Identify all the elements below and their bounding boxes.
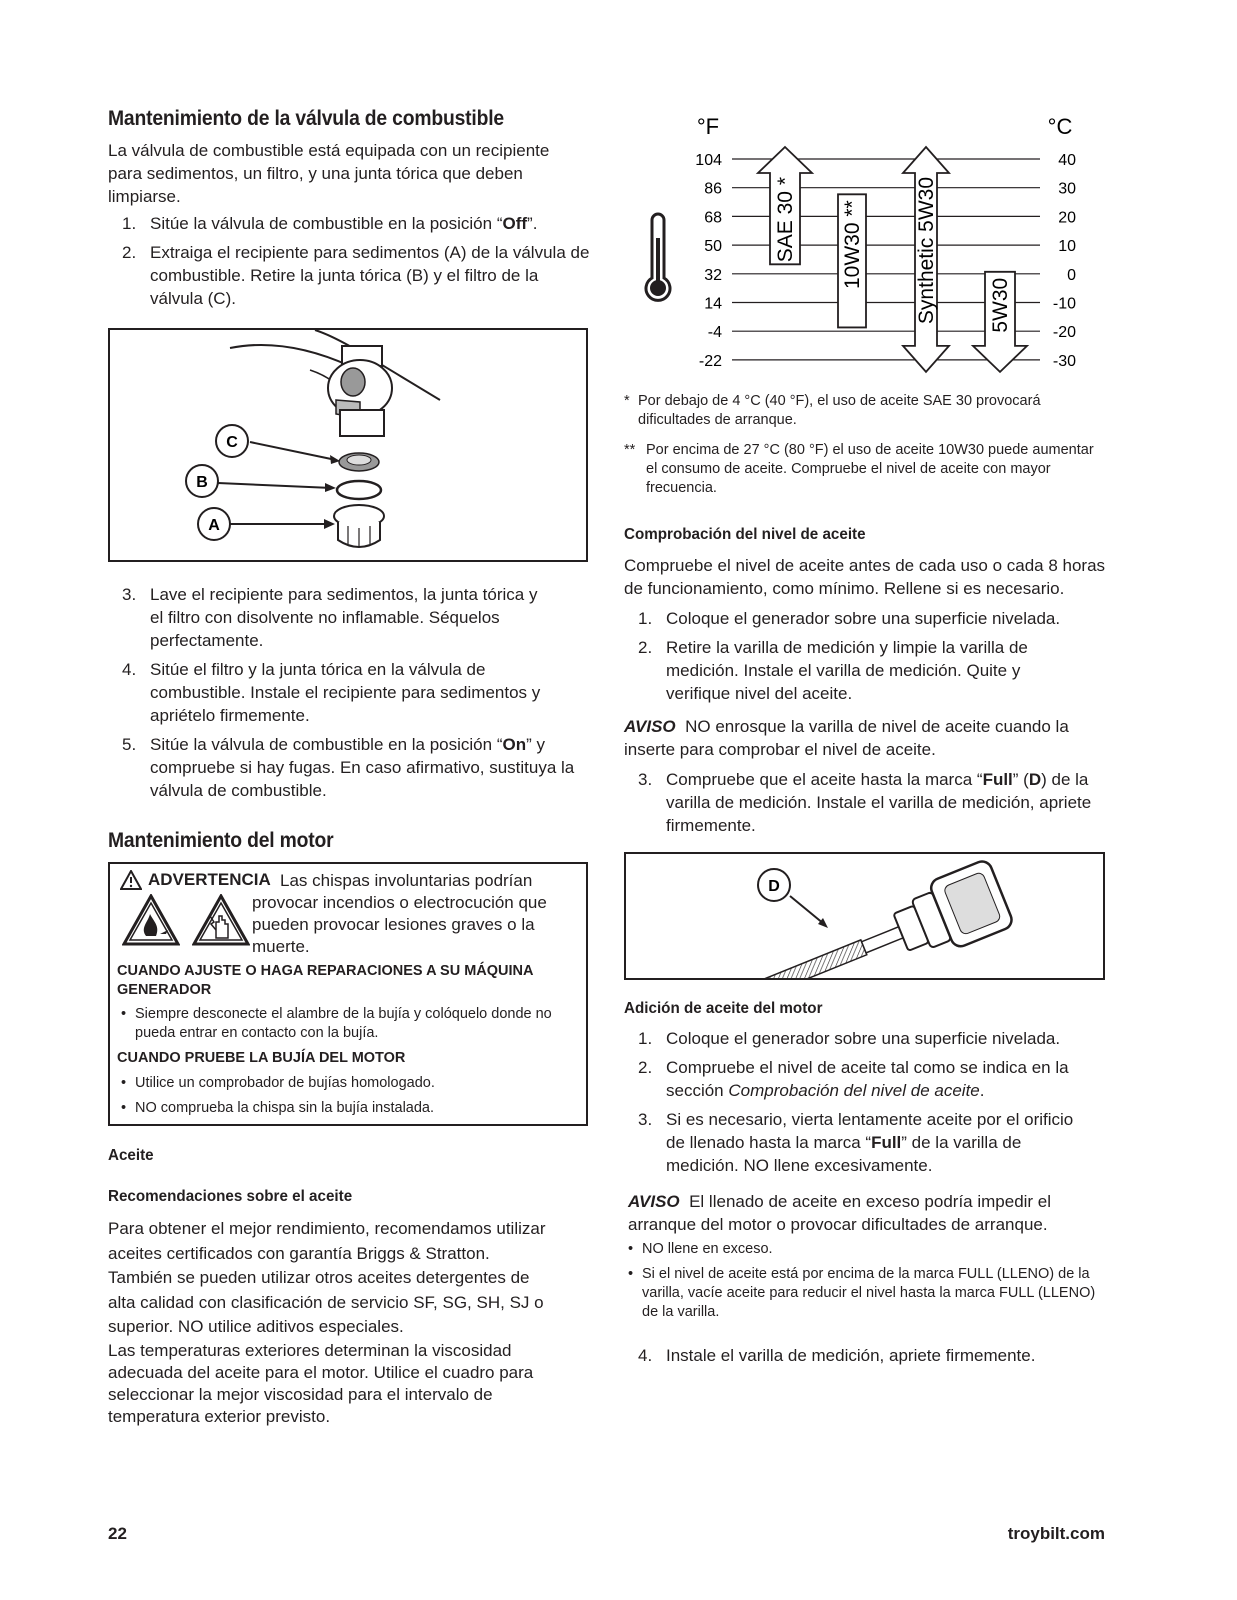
- warning-bullets-1: [117, 1005, 577, 1043]
- list-item: 2. Extraiga el recipiente para sedimentos (A) de la válvula de combustible. Retire la junta tórica (B) y el filtro de la válvula (C).: [122, 243, 590, 308]
- callout-b-label: B: [196, 474, 208, 491]
- fire-hazard-icon: [122, 894, 180, 946]
- list-item: 3. Si es necesario, vierta lentamente aceite por el orificio de llenado hasta la marca “Full” de la varilla de medición. NO llene excesivamente.: [638, 1110, 1074, 1175]
- fuel-valve-intro: La válvula de combustible está equipada con un recipiente para sedimentos, un filtro, y una junta tórica que deben limpiarse.: [108, 141, 550, 206]
- tick-c: 20: [1058, 209, 1076, 227]
- check-oil-text: Compruebe el nivel de aceite antes de cada uso o cada 8 horas de funcionamiento, como mínimo. Rellene si es necesario.: [624, 556, 1106, 598]
- notice-1: AVISO NO enrosque la varilla de nivel de aceite cuando la inserte para comprobar el nivel de aceite.: [624, 717, 1069, 759]
- series-bar: [758, 147, 812, 264]
- notice-2-label: AVISO: [628, 1192, 680, 1211]
- list-item: 1. Coloque el generador sobre una superficie nivelada.: [638, 609, 1061, 628]
- tick-f: 50: [704, 238, 722, 256]
- list-item: • Utilice un comprobador de bujías homologado.: [121, 1075, 435, 1091]
- check-oil-title: Comprobación del nivel de aceite: [624, 526, 866, 543]
- series-bar: [838, 194, 866, 327]
- series-label: 10W30 **: [841, 200, 864, 290]
- viscosity-chart: [620, 108, 1110, 380]
- notice-1-label: AVISO: [624, 717, 676, 736]
- warning-heading-1: CUANDO AJUSTE O HAGA REPARACIONES A SU MÁQUINA GENERADOR: [117, 963, 533, 998]
- fuel-valve-illustration: [108, 328, 588, 562]
- warning-text: Las chispas involuntarias podrían provocar incendios o electrocución que pueden provocar lesiones graves o la muerte.: [252, 871, 547, 956]
- notice-2: AVISO El llenado de aceite en exceso podría impedir el arranque del motor o provocar dificultades de arranque.: [628, 1192, 1052, 1234]
- list-item: 2. Retire la varilla de medición y limpie la varilla de medición. Instale el varilla de medición. Quite y verifique nivel del aceite.: [638, 638, 1028, 703]
- list-item: • NO llene en exceso.: [628, 1241, 773, 1257]
- oil-title: Aceite: [108, 1147, 154, 1164]
- series-label: 5W30: [989, 277, 1012, 333]
- thermometer-icon: [646, 214, 670, 300]
- footnote-1: * Por debajo de 4 °C (40 °F), el uso de aceite SAE 30 provocará dificultades de arranque.: [624, 393, 1041, 428]
- dipstick-illustration: [624, 852, 1105, 980]
- oil-temperature-text: Las temperaturas exteriores determinan la viscosidad adecuada del aceite para el motor. Utilice el cuadro para seleccionar la mejor viscosidad para el intervalo de temperatura exterior previsto.: [108, 1341, 534, 1426]
- warning-bullets-2: [117, 1074, 577, 1118]
- notice-2-bullets: [624, 1240, 1104, 1322]
- tick-f: 14: [704, 295, 722, 313]
- list-item: 2. Compruebe el nivel de aceite tal como se indica en la sección Comprobación del nivel de aceite.: [638, 1058, 1069, 1100]
- series-label: Synthetic 5W30: [915, 177, 938, 325]
- callout-a-label: A: [208, 517, 220, 534]
- list-item: • NO comprueba la chispa sin la bujía instalada.: [121, 1100, 435, 1116]
- tick-f: 32: [704, 266, 722, 284]
- check-steps: [624, 607, 1104, 705]
- oil-recommendations-text: Para obtener el mejor rendimiento, recomendamos utilizar aceites certificados con garantía Briggs & Stratton. También se pueden utilizar otros aceites detergentes de alta calidad con clasificación de servicio SF, SG, SH, SJ o superior. NO utilice aditivos especiales.: [108, 1219, 546, 1336]
- dipstick-drawing: [626, 854, 1103, 978]
- tick-c: 40: [1058, 152, 1076, 169]
- tick-c: -30: [1052, 352, 1076, 370]
- motor-title: Mantenimiento del motor: [108, 829, 334, 852]
- list-item: 1. Sitúe la válvula de combustible en la posición “Off”.: [122, 214, 538, 233]
- list-item: • Siempre desconecte el alambre de la bujía y colóquelo donde no pueda entrar en contacto con la bujía.: [121, 1006, 552, 1041]
- site-url: troybilt.com: [1007, 1524, 1105, 1543]
- list-item: 4. Instale el varilla de medición, apriete firmemente.: [638, 1346, 1036, 1365]
- tick-f: 68: [704, 209, 722, 227]
- list-item: 4. Sitúe el filtro y la junta tórica en la válvula de combustible. Instale el recipiente para sedimentos y apriételo firmemente.: [122, 660, 541, 725]
- list-item: 3. Lave el recipiente para sedimentos, la junta tórica y el filtro con disolvente no inflamable. Séquelos perfectamente.: [122, 585, 538, 650]
- fuel-valve-drawing: [110, 330, 586, 560]
- tick-c: 10: [1058, 238, 1076, 256]
- add-oil-title: Adición de aceite del motor: [624, 1000, 823, 1017]
- list-item: 1. Coloque el generador sobre una superficie nivelada.: [638, 1029, 1061, 1048]
- footnote-1-mark: *: [624, 393, 630, 409]
- fuel-steps-b: [108, 583, 590, 802]
- footnote-2-mark: **: [624, 442, 636, 458]
- tick-f: 86: [704, 180, 722, 198]
- tick-c: 0: [1067, 266, 1076, 284]
- fuel-steps-a: [108, 212, 590, 310]
- unit-celsius: °C: [1047, 114, 1073, 139]
- add-step-4: [624, 1344, 1104, 1367]
- electric-shock-icon: [192, 894, 250, 946]
- series-bar: [973, 272, 1027, 372]
- footnote-2: ** Por encima de 27 °C (80 °F) el uso de aceite 10W30 puede aumentar el consumo de aceite. Compruebe el nivel de aceite con mayor frecuencia.: [624, 442, 1094, 496]
- warning-triangle-icon: [120, 870, 142, 890]
- warning-box: [108, 862, 588, 1126]
- warning-heading-2: CUANDO PRUEBE LA BUJÍA DEL MOTOR: [117, 1050, 406, 1066]
- tick-f: -4: [707, 324, 722, 342]
- tick-f: -22: [698, 352, 722, 370]
- series-bar: [903, 147, 949, 372]
- page-number: 22: [108, 1524, 127, 1543]
- tick-c: -10: [1052, 295, 1076, 313]
- tick-c: -20: [1052, 324, 1076, 342]
- add-steps: [624, 1027, 1104, 1177]
- list-item: • Si el nivel de aceite está por encima de la marca FULL (LLENO) de la varilla, vacíe aceite para reducir el nivel hasta la marca FULL (LLENO) de la varilla.: [628, 1266, 1096, 1320]
- warning-label: ADVERTENCIA: [148, 870, 271, 889]
- oil-recommendations-title: Recomendaciones sobre el aceite: [108, 1188, 353, 1205]
- check-step-3: [624, 768, 1104, 837]
- callout-d-label: D: [768, 878, 780, 895]
- fuel-valve-title: Mantenimiento de la válvula de combustible: [108, 107, 504, 130]
- series-label: SAE 30 *: [774, 177, 797, 263]
- list-item: 5. Sitúe la válvula de combustible en la posición “On” y compruebe si hay fugas. En caso afirmativo, sustituya la válvula de combustible.: [122, 735, 575, 800]
- list-item: 3. Compruebe que el aceite hasta la marca “Full” (D) de la varilla de medición. Instale el varilla de medición, apriete firmemente.: [638, 770, 1092, 835]
- tick-c: 30: [1058, 180, 1076, 198]
- callout-c-label: C: [226, 434, 238, 451]
- tick-f: 104: [695, 152, 722, 169]
- unit-fahrenheit: °F: [696, 114, 720, 139]
